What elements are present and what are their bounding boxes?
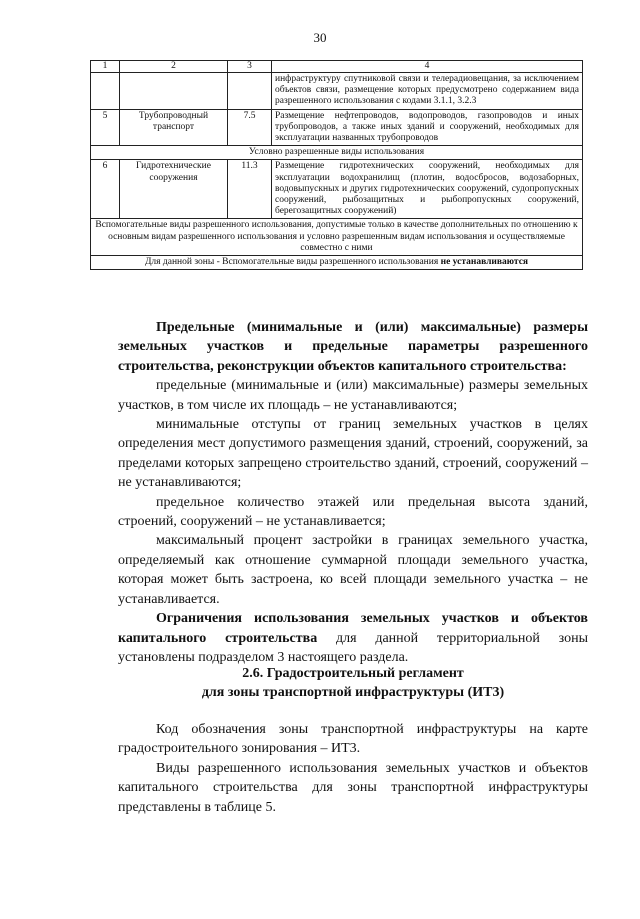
row-name	[120, 73, 228, 110]
row-number: 6	[91, 160, 120, 219]
row-code: 7.5	[228, 109, 272, 146]
limits-paragraph: предельное количество этажей или предельная высота зданий, строений, сооружений – не устанавливается;	[118, 494, 588, 530]
auxiliary-note-prefix: Для данной зоны - Вспомогательные виды разрешенного использования	[144, 257, 441, 268]
section-body	[118, 720, 588, 817]
auxiliary-heading-row	[91, 219, 583, 256]
row-code	[228, 73, 272, 110]
section-title-line1: 2.6. Градостроительный регламент	[242, 666, 464, 681]
limits-section	[118, 318, 588, 667]
auxiliary-note-bold: не устанавливаются	[440, 257, 529, 268]
limits-heading: Предельные (минимальные и (или) максимальные) размеры земельных участков и предельные параметры разрешенного строительства, реконструкции объектов капитального строительства:	[118, 320, 588, 374]
page-number: 30	[313, 30, 327, 45]
auxiliary-heading: Вспомогательные виды разрешенного использования, допустимые только в качестве дополнительных по отношению к основным видам разрешенного использования и условно разрешенным видам использования и осуществляемые совместно с ними	[91, 219, 583, 256]
row-code: 11.3	[228, 160, 272, 219]
col-header-1: 1	[91, 61, 120, 73]
col-header-2: 2	[120, 61, 228, 73]
conditional-heading: Условно разрешенные виды использования	[91, 146, 583, 160]
table-row	[91, 160, 583, 219]
section-title	[118, 664, 588, 703]
col-header-3: 3	[228, 61, 272, 73]
table-row	[91, 73, 583, 110]
table-header-row	[91, 61, 583, 73]
row-name: Гидротехнические сооружения	[120, 160, 228, 219]
auxiliary-note-row	[91, 256, 583, 270]
limits-paragraph: минимальные отступы от границ земельных участков в целях определения мест допустимого размещения зданий, строений, сооружений, за пределами которых запрещено строительство зданий, строений, сооружений – не устанавливаются;	[118, 417, 588, 491]
row-number: 5	[91, 109, 120, 146]
section-paragraph: Виды разрешенного использования земельных участков и объектов капитального строительства для зоны транспортной инфраструктуры представлены в таблице 5.	[118, 760, 588, 815]
row-description: Размещение нефтепроводов, водопроводов, газопроводов и иных трубопроводов, а также иных зданий и сооружений, необходимых для эксплуатации названных трубопроводов	[272, 109, 583, 146]
conditional-heading-row	[91, 146, 583, 160]
limits-paragraph: предельные (минимальные и (или) максимальные) размеры земельных участков, в том числе их площадь – не устанавливаются;	[118, 378, 588, 413]
section-title-line2: для зоны транспортной инфраструктуры (ИТ3)	[201, 685, 505, 701]
table-row	[91, 109, 583, 146]
row-description: Размещение гидротехнических сооружений, необходимых для эксплуатации водохранилищ (плотин, водосбросов, водозаборных, водовыпускных и других гидротехнических сооружений, судопропускных сооружений, рыбозащитных и рыбопропускных сооружений, берегозащитных сооружений)	[272, 160, 583, 219]
col-header-4: 4	[272, 61, 583, 73]
land-use-table	[90, 60, 583, 270]
section-paragraph: Код обозначения зоны транспортной инфраструктуры на карте градостроительного зонирования – ИТ3.	[118, 722, 588, 757]
limits-paragraph: максимальный процент застройки в границах земельного участка, определяемый как отношение суммарной площади земельного участка, которая может быть застроена, ко всей площади земельного участка – не устанавливается.	[118, 533, 588, 607]
row-name: Трубопроводный транспорт	[120, 109, 228, 146]
row-description: инфраструктуру спутниковой связи и телерадиовещания, за исключением объектов связи, размещение которых предусмотрено содержанием вида разрешенного использования с кодами 3.1.1, 3.2.3	[272, 73, 583, 110]
restrictions-rest: для данной территориальной зоны установлены подразделом 3 настоящего раздела.	[118, 630, 589, 665]
auxiliary-note	[91, 256, 583, 270]
row-number	[91, 73, 120, 110]
restrictions-paragraph	[118, 609, 588, 667]
restrictions-bold: Ограничения использования земельных участков и объектов капитального строительства	[118, 611, 588, 646]
